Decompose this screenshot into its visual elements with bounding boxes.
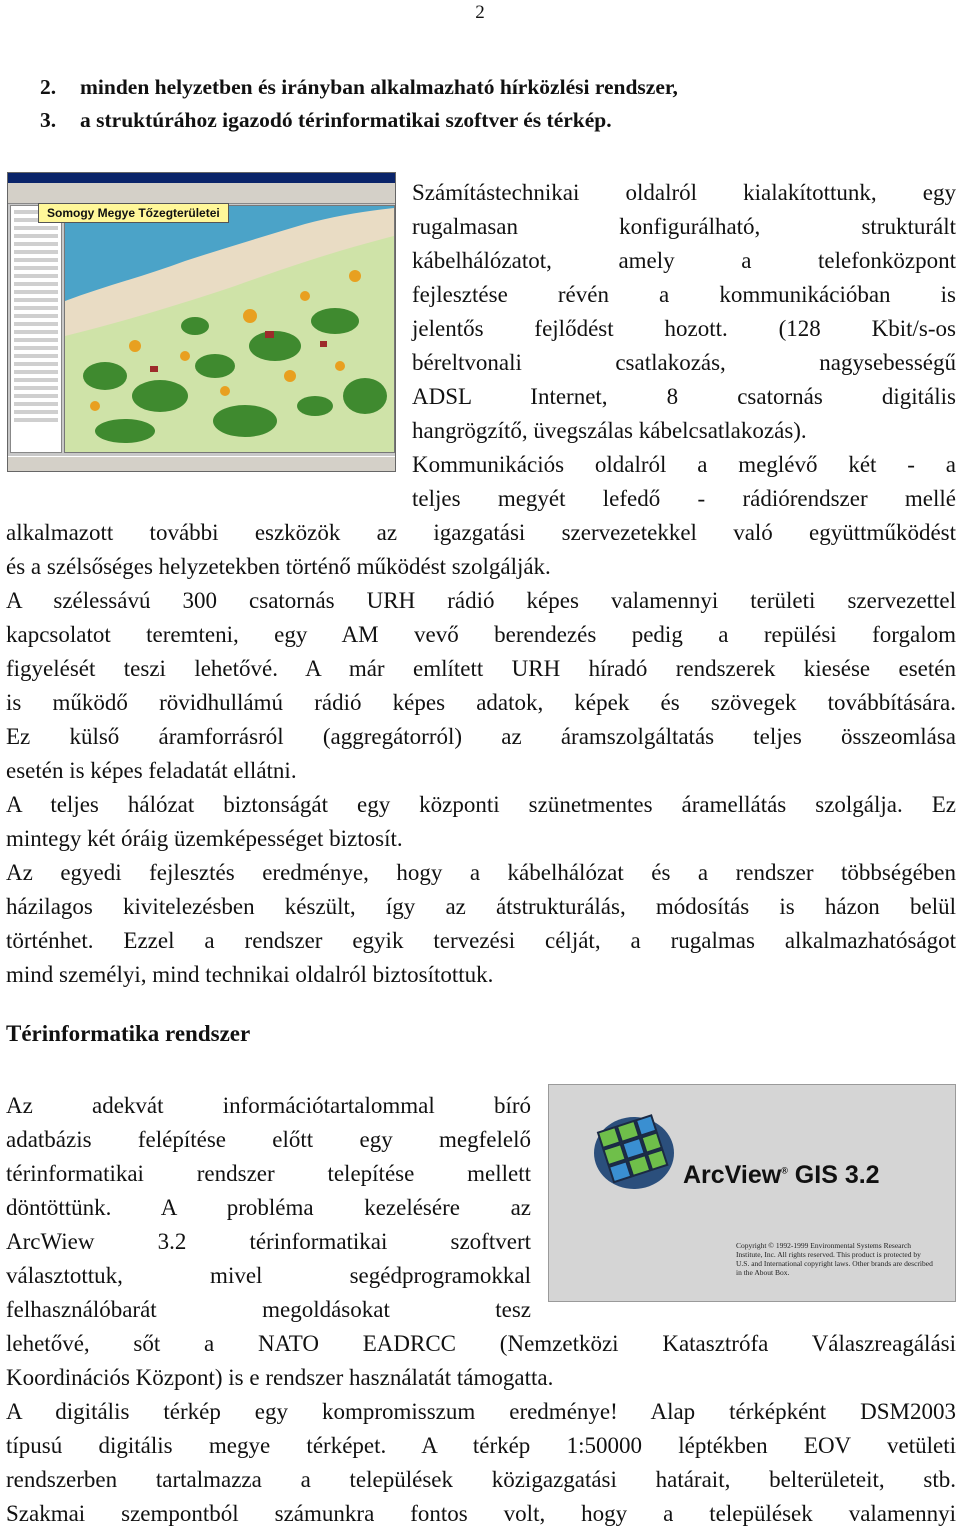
text-line: fejlesztése révén a kommunikációban is	[412, 282, 956, 307]
text-line: Koordinációs Központ) is e rendszer használatát támogatta.	[6, 1365, 554, 1390]
text-line: mintegy két óráig üzemképességet biztosít.	[6, 826, 403, 851]
text-line: alkalmazott további eszközök az igazgatási szervezetekkel való együttműködést	[6, 520, 956, 545]
layer-list	[10, 205, 62, 453]
text-line: A teljes hálózat biztonságát egy központi szünetmentes áramellátás szolgálja. Ez	[6, 792, 956, 817]
arcview-map-screenshot	[7, 172, 396, 472]
globe-logo-icon	[587, 1105, 677, 1195]
text-line: választottuk, mivel segédprogramokkal	[6, 1263, 531, 1288]
text-line: mind személyi, mind technikai oldalról biztosítottuk.	[6, 962, 494, 987]
text-line: kábelhálózatot, amely a telefonközpont	[412, 248, 956, 273]
text-line: Szakmai szempontból számunkra fontos volt, hogy a települések valamennyi	[6, 1501, 956, 1526]
text-line: adatbázis felépítése előtt egy megfelelő	[6, 1127, 531, 1152]
text-line: rugalmasan konfigurálható, strukturált	[412, 214, 956, 239]
tool-bar	[8, 189, 395, 204]
text-line: döntöttünk. A probléma kezelésére az	[6, 1195, 531, 1220]
text-line: Számítástechnikai oldalról kialakítottunk, egy	[412, 180, 956, 205]
taskbar	[8, 456, 395, 471]
list-item: 3. a struktúrához igazodó térinformatikai szoftver és térkép.	[40, 108, 612, 132]
product-name: ArcView® GIS 3.2	[683, 1161, 880, 1189]
text-line: rendszerben tartalmazza a települések közigazgatási határait, belterületeit, stb.	[6, 1467, 956, 1492]
text-line: hangrögzítő, üvegszálas kábelcsatlakozás).	[412, 418, 807, 443]
text-line: házilagos kivitelezésben készült, így az átstrukturálás, módosítás is házon belül	[6, 894, 956, 919]
text-line: A szélessávú 300 csatornás URH rádió képes valamennyi területi szervezettel	[6, 588, 956, 613]
text-line: kapcsolatot teremteni, egy AM vevő berendezés pedig a repülési forgalom	[6, 622, 956, 647]
map-graphic	[65, 206, 394, 452]
text-line: A digitális térkép egy kompromisszum eredménye! Alap térképként DSM2003	[6, 1399, 956, 1424]
text-line: térinformatikai rendszer telepítése mellett	[6, 1161, 531, 1186]
page-number: 2	[475, 2, 485, 23]
text-line: lehetővé, sőt a NATO EADRCC (Nemzetközi Katasztrófa Válaszreagálási	[6, 1331, 956, 1356]
window-titlebar	[8, 173, 395, 183]
text-line: ArcWiew 3.2 térinformatikai szoftvert	[6, 1229, 531, 1254]
section-heading: Térinformatika rendszer	[6, 1021, 251, 1046]
list-item: 2. minden helyzetben és irányban alkalmazható hírközlési rendszer,	[40, 75, 678, 99]
map-view	[64, 205, 395, 453]
text-line: béreltvonali csatlakozás, nagysebességű	[412, 350, 956, 375]
text-line: ADSL Internet, 8 csatornás digitális	[412, 384, 956, 409]
map-title-label: Somogy Megye Tőzegterületei	[38, 203, 229, 223]
text-line: Az egyedi fejlesztés eredménye, hogy a kábelhálózat és a rendszer többségében	[6, 860, 956, 885]
text-line: jelentős fejlődést hozott. (128 Kbit/s-os	[412, 316, 956, 341]
text-line: történhet. Ezzel a rendszer egyik tervezési célját, a rugalmas alkalmazhatóságot	[6, 928, 956, 953]
arcview-splash-screen	[548, 1084, 956, 1302]
text-line: felhasználóbarát megoldásokat tesz	[6, 1297, 531, 1322]
text-line: figyelését teszi lehetővé. A már említett URH híradó rendszerek kiesése esetén	[6, 656, 956, 681]
text-line: teljes megyét lefedő - rádiórendszer mellé	[412, 486, 956, 511]
text-line: Az adekvát információtartalommal bíró	[6, 1093, 531, 1118]
text-line: Ez külső áramforrásról (aggregátorról) az áramszolgáltatás teljes összeomlása	[6, 724, 956, 749]
copyright-notice: Copyright © 1992-1999 Environmental Systems Research Institute, Inc. All rights reserved. This product is protected by U.S. and International copyright laws. Other brands are described in the About Box.	[736, 1241, 933, 1277]
text-line: típusú digitális megye térképet. A térkép 1:50000 léptékben EOV vetületi	[6, 1433, 956, 1458]
text-line: esetén is képes feladatát ellátni.	[6, 758, 297, 783]
text-line: és a szélsőséges helyzetekben történő működést szolgálják.	[6, 554, 551, 579]
text-line: is működő rövidhullámú rádió képes adatok, képek és szövegek továbbítására.	[6, 690, 956, 715]
text-line: Kommunikációs oldalról a meglévő két - a	[412, 452, 956, 477]
